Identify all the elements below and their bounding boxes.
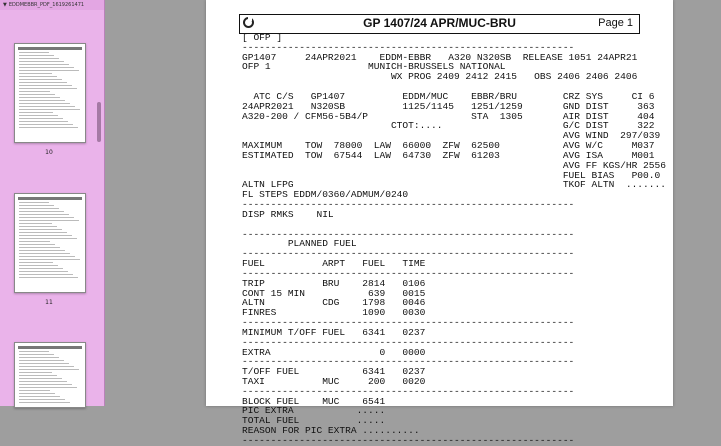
thumbnail-line <box>19 271 68 272</box>
thumbnail-line <box>19 106 75 107</box>
ofp-line: FUEL BIAS P00.0 <box>242 169 661 181</box>
thumbnail-line <box>19 229 62 230</box>
ofp-line: BLOCK FUEL MUC 6541 <box>242 395 386 407</box>
thumbnail-line <box>19 220 79 221</box>
thumbnail-line <box>19 274 73 275</box>
thumbnail-line <box>19 387 77 388</box>
ofp-line: TOTAL FUEL ..... <box>242 415 386 427</box>
thumbnail-line <box>19 238 77 239</box>
ofp-line: T/OFF FUEL 6341 0237 <box>242 366 426 378</box>
thumbnail-line <box>19 82 67 83</box>
ofp-line: FL STEPS EDDM/0360/ADMUM/0240 <box>242 189 409 201</box>
page-thumbnail[interactable] <box>14 342 86 408</box>
ofp-line: FUEL ARPT FUEL TIME <box>242 258 426 270</box>
thumbnail-page-number: 10 <box>45 149 53 156</box>
thumbnail-line <box>19 223 52 224</box>
ofp-line: 24APR2021 N320SB 1125/1145 1251/1259 GND DIST 363 <box>242 100 655 112</box>
ofp-line: AVG FF KGS/HR 2556 <box>242 159 666 171</box>
thumbnail-line <box>19 121 68 122</box>
thumbnail-line <box>19 402 70 403</box>
thumbnail-line <box>19 244 55 245</box>
ofp-line: ---------------------------------------------------------- <box>242 385 575 397</box>
thumbnail-line <box>19 375 57 376</box>
ofp-line: ---------------------------------------------------------- <box>242 267 575 279</box>
thumbnail-line <box>19 372 52 373</box>
ofp-line: EXTRA 0 0000 <box>242 346 426 358</box>
ofp-line: AVG WIND 297/039 <box>242 130 661 142</box>
thumbnail-line <box>19 79 62 80</box>
ofp-line: REASON FOR PIC EXTRA .......... <box>242 425 420 437</box>
pdf-page <box>206 0 673 446</box>
thumbnail-line <box>19 211 64 212</box>
document-title-bar[interactable] <box>0 0 104 10</box>
page-thumbnail[interactable] <box>14 43 86 143</box>
thumbnail-line <box>19 118 63 119</box>
ofp-line: PLANNED FUEL <box>242 238 357 250</box>
ofp-line: ---------------------------------------------------------- <box>242 248 575 260</box>
thumbnail-line <box>19 217 74 218</box>
thumbnail-line <box>19 127 78 128</box>
sidebar-scroll-thumb[interactable] <box>97 102 101 142</box>
thumbnail-line <box>19 205 54 206</box>
thumbnail-line <box>19 354 54 355</box>
thumbnail-header <box>18 197 82 200</box>
thumbnail-line <box>19 103 70 104</box>
ofp-line: PIC EXTRA ..... <box>242 405 386 417</box>
thumbnail-line <box>19 64 69 65</box>
thumbnail-line <box>19 235 72 236</box>
thumbnail-line <box>19 58 59 59</box>
thumbnail-line <box>19 250 65 251</box>
ofp-line: ---------------------------------------------------------- <box>242 336 575 348</box>
thumbnail-line <box>19 109 80 110</box>
ofp-line: CONT 15 MIN 639 0015 <box>242 287 426 299</box>
thumbnail-line <box>19 396 60 397</box>
thumbnail-line <box>19 384 72 385</box>
flight-title: GP 1407/24 APR/MUC-BRU <box>363 16 516 30</box>
thumbnail-header <box>18 346 82 349</box>
thumbnail-line <box>19 76 57 77</box>
thumbnail-line <box>19 262 53 263</box>
thumbnail-header <box>18 47 82 50</box>
thumbnail-line <box>19 112 53 113</box>
thumbnail-line <box>19 259 80 260</box>
thumbnail-line <box>19 277 78 278</box>
thumbnail-line <box>19 256 75 257</box>
ofp-line: DISP RMKS NIL <box>242 208 334 220</box>
thumbnail-line <box>19 369 79 370</box>
ofp-line: TAXI MUC 200 0020 <box>242 375 426 387</box>
thumbnail-line <box>19 393 55 394</box>
document-filename: EDDMEBBR_PDF_1619261471 <box>8 2 85 8</box>
thumbnail-line <box>19 91 50 92</box>
thumbnail-line <box>19 360 64 361</box>
ofp-line: A320-200 / CFM56-5B4/P STA 1305 AIR DIST 404 <box>242 110 655 122</box>
thumbnail-line <box>19 97 60 98</box>
thumbnail-line <box>19 100 65 101</box>
ofp-line: ---------------------------------------------------------- <box>242 199 575 211</box>
thumbnail-line <box>19 202 49 203</box>
thumbnail-line <box>19 52 49 53</box>
disclosure-triangle-icon[interactable]: ▼ <box>3 2 7 8</box>
ofp-line: ---------------------------------------------------------- <box>242 434 575 446</box>
thumbnail-line <box>19 88 77 89</box>
ofp-line: ATC C/S GP1407 EDDM/MUC EBBR/BRU CRZ SYS CI 6 <box>242 90 655 102</box>
thumbnail-line <box>19 351 49 352</box>
thumbnail-line <box>19 208 59 209</box>
ofp-line: ALTN LFPG TKOF ALTN ....... <box>242 179 666 191</box>
thumbnail-line <box>19 226 57 227</box>
ofp-line: MAXIMUM TOW 78000 LAW 66000 ZFW 62500 AVG W/C M037 <box>242 140 655 152</box>
thumbnail-line <box>19 94 55 95</box>
ofp-line: [ OFP ] <box>242 32 283 43</box>
ofp-line: ---------------------------------------------------------- <box>242 228 575 240</box>
thumbnail-page-number: 11 <box>45 299 53 306</box>
ofp-line: ALTN CDG 1798 0046 <box>242 297 426 309</box>
thumbnail-line <box>19 265 58 266</box>
thumbnail-line <box>19 115 58 116</box>
thumbnail-line <box>19 247 60 248</box>
thumbnail-line <box>19 73 52 74</box>
thumbnail-sidebar <box>0 0 105 406</box>
ofp-line: ---------------------------------------------------------- <box>242 41 575 53</box>
thumbnail-line <box>19 232 67 233</box>
thumbnail-line <box>19 67 74 68</box>
thumbnail-line <box>19 124 73 125</box>
thumbnail-line <box>19 241 50 242</box>
thumbnail-line <box>19 253 70 254</box>
thumbnail-line <box>19 378 62 379</box>
page-thumbnail[interactable] <box>14 193 86 293</box>
ofp-line: GP1407 24APR2021 EDDM-EBBR A320 N320SB RELEASE 1051 24APR21 <box>242 51 638 63</box>
thumbnail-line <box>19 363 69 364</box>
page-number: Page 1 <box>598 17 633 29</box>
ofp-line: FINRES 1090 0030 <box>242 307 426 319</box>
ofp-line: ---------------------------------------------------------- <box>242 356 575 368</box>
thumbnail-line <box>19 55 54 56</box>
thumbnail-line <box>19 70 79 71</box>
ofp-line: OFP 1 MUNICH-BRUSSELS NATIONAL <box>242 61 506 73</box>
ofp-line: MINIMUM T/OFF FUEL 6341 0237 <box>242 326 426 338</box>
ofp-text-block <box>242 33 666 446</box>
thumbnail-line <box>19 214 69 215</box>
ofp-line: ESTIMATED TOW 67544 LAW 64730 ZFW 61203 AVG ISA M001 <box>242 149 655 161</box>
thumbnail-line <box>19 61 64 62</box>
document-view[interactable] <box>105 0 721 446</box>
ofp-line: CTOT:.... G/C DIST 322 <box>242 120 655 132</box>
sidebar-scrollbar[interactable] <box>97 10 102 406</box>
thumbnail-line <box>19 268 63 269</box>
ofp-line: WX PROG 2409 2412 2415 OBS 2406 2406 2406 <box>242 71 638 83</box>
ofp-line: TRIP BRU 2814 0106 <box>242 277 426 289</box>
thumbnail-line <box>19 381 67 382</box>
thumbnail-line <box>19 85 72 86</box>
thumbnail-line <box>19 399 65 400</box>
page-header <box>239 14 640 34</box>
ofp-line: ---------------------------------------------------------- <box>242 317 575 329</box>
thumbnail-line <box>19 366 74 367</box>
thumbnail-line <box>19 390 50 391</box>
thumbnail-line <box>19 357 59 358</box>
